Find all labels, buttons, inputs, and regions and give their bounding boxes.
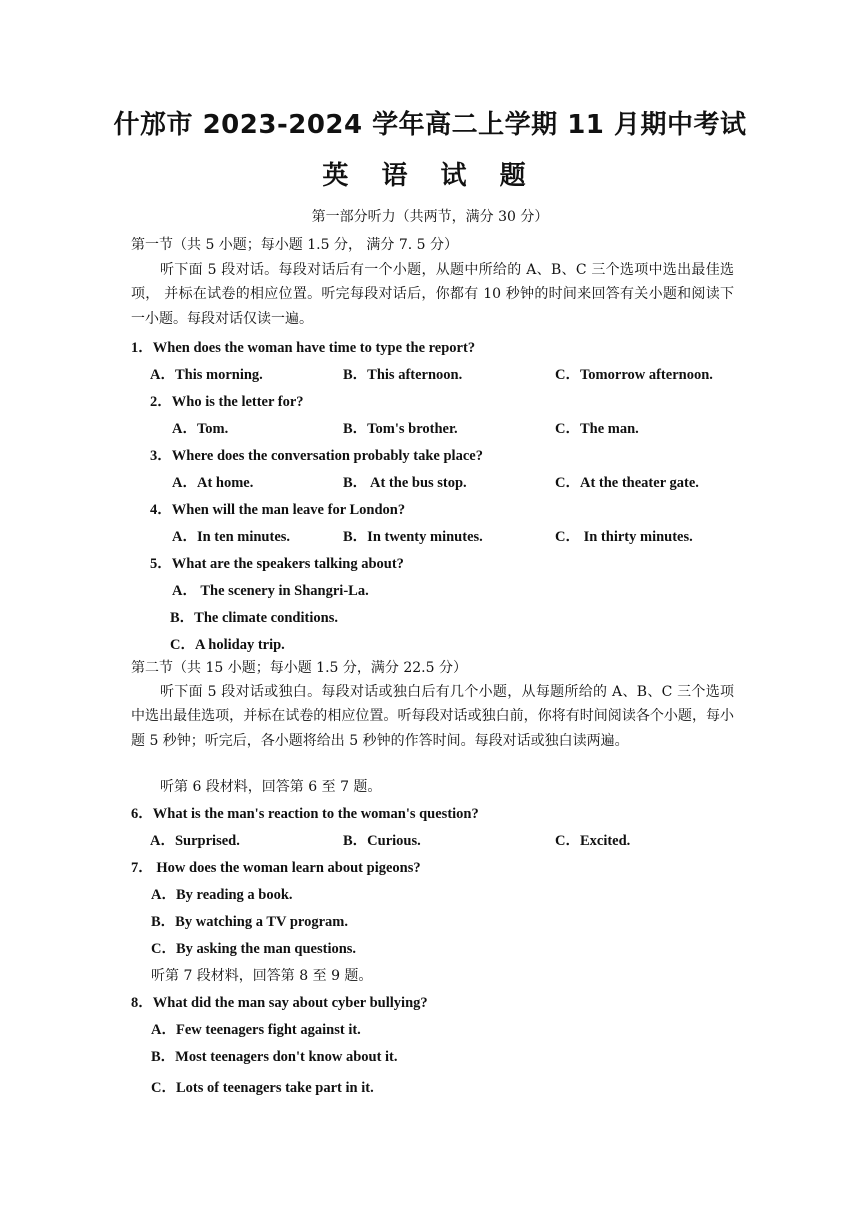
question-7-stem: 7． How does the woman learn about pigeons? (131, 860, 421, 876)
question-8-stem: 8．What did the man say about cyber bullying? (131, 995, 428, 1011)
question-8-option-a: A．Few teenagers fight against it. (151, 1022, 361, 1038)
question-4-option-a: A．In ten minutes. (172, 529, 291, 545)
question-4-option-b: B．In twenty minutes. (343, 529, 483, 545)
question-1-option-b: B．This afternoon. (343, 367, 463, 383)
section2-instructions: 听下面 5 段对话或独白。每段对话或独白后有几个小题，从每题所给的 A、B、C 三个选项中选出最佳选项，并标在试卷的相应位置。听每段对话或独白前，你将有时间阅读各个小题，每小题 5 秒钟；听完后，各小题将给出 5 秒钟的作答时间。每段对话或独白读两遍。 (131, 684, 734, 749)
exam-title: 什邡市 2023-2024 学年高二上学期 11 月期中考试 (113, 110, 747, 140)
question-3-option-a: A．At home. (172, 475, 254, 491)
question-7-option-b: B．By watching a TV program. (151, 914, 348, 930)
question-7-option-a: A．By reading a book. (151, 887, 293, 903)
exam-subtitle: 英 语 试 题 (322, 161, 538, 191)
question-6-option-c: C．Excited. (555, 833, 631, 849)
section1-instructions: 听下面 5 段对话。每段对话后有一个小题，从题中所给的 A、B、C 三个选项中选出最佳选项， 并标在试卷的相应位置。听完每段对话后，你都有 10 秒钟的时间来回答有关小题和阅读下一小题。每段对话仅读一遍。 (131, 262, 734, 327)
material-6-note: 听第 6 段材料，回答第 6 至 7 题。 (160, 779, 382, 795)
question-2-stem: 2．Who is the letter for? (150, 394, 304, 410)
question-2-option-a: A．Tom. (172, 421, 229, 437)
question-3-option-c: C．At the theater gate. (555, 475, 699, 491)
question-2-option-b: B．Tom's brother. (343, 421, 458, 437)
question-6-stem: 6．What is the man's reaction to the woman's question? (131, 806, 479, 822)
question-5-option-c: C．A holiday trip. (170, 637, 285, 653)
part1-heading: 第一部分听力（共两节，满分 30 分） (311, 209, 549, 225)
material-7-note: 听第 7 段材料，回答第 8 至 9 题。 (151, 968, 373, 984)
question-6-option-b: B．Curious. (343, 833, 421, 849)
question-5-stem: 5．What are the speakers talking about? (150, 556, 404, 572)
question-6-option-a: A．Surprised. (150, 833, 240, 849)
question-7-option-c: C．By asking the man questions. (151, 941, 357, 957)
question-3-option-b: B． At the bus stop. (343, 475, 467, 491)
section2-heading: 第二节（共 15 小题；每小题 1.5 分，满分 22.5 分） (131, 660, 467, 676)
question-4-option-c: C． In thirty minutes. (555, 529, 693, 545)
section1-heading: 第一节（共 5 小题；每小题 1.5 分， 满分 7. 5 分） (131, 237, 459, 253)
question-3-stem: 3．Where does the conversation probably take place? (150, 448, 483, 464)
question-2-option-c: C．The man. (555, 421, 639, 437)
question-1-option-c: C．Tomorrow afternoon. (555, 367, 713, 383)
question-4-stem: 4．When will the man leave for London? (150, 502, 406, 518)
question-8-option-c: C．Lots of teenagers take part in it. (151, 1080, 374, 1096)
question-5-option-b: B．The climate conditions. (170, 610, 338, 626)
question-5-option-a: A． The scenery in Shangri-La. (172, 583, 369, 599)
question-1-option-a: A．This morning. (150, 367, 263, 383)
question-1-stem: 1．When does the woman have time to type the report? (131, 340, 476, 356)
question-8-option-b: B．Most teenagers don't know about it. (151, 1049, 398, 1065)
